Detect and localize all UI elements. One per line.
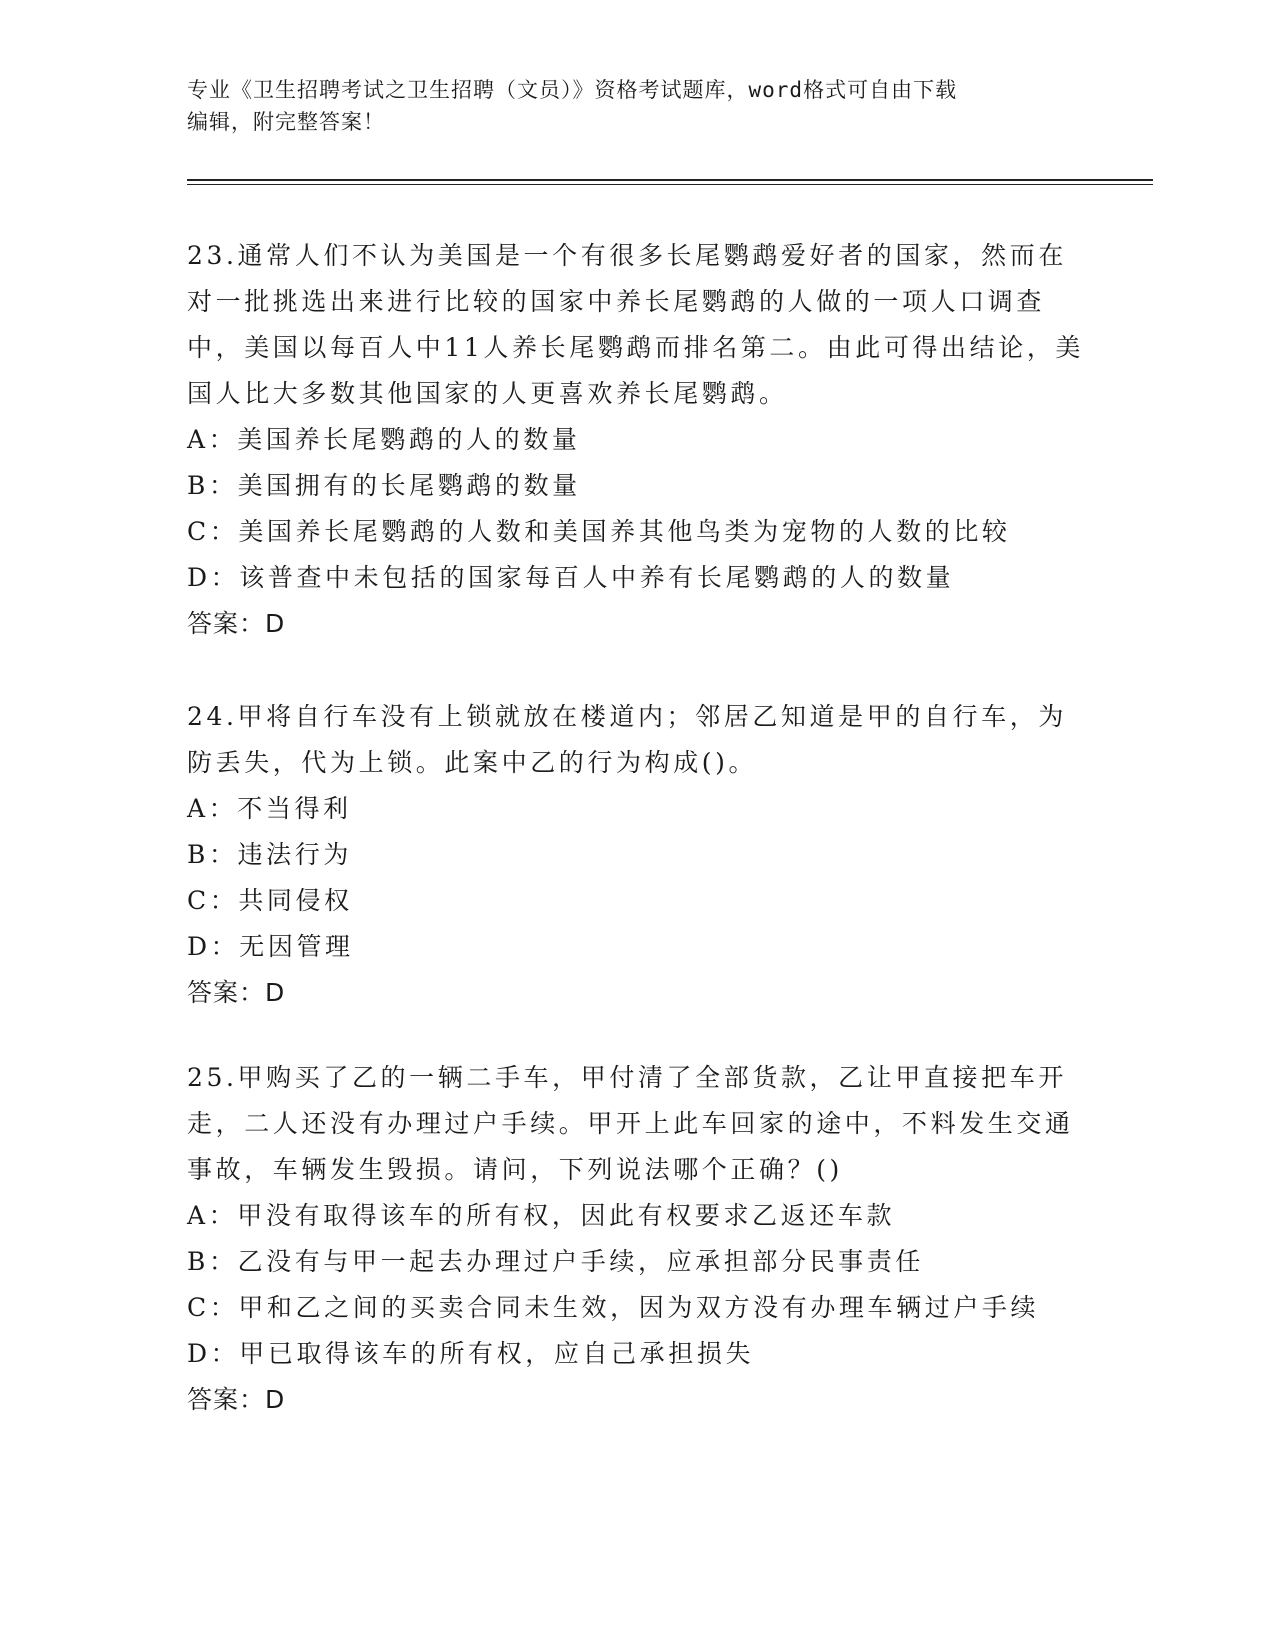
option-a: A：美国养长尾鹦鹉的人的数量: [187, 425, 581, 454]
header-intro-line-1: 专业《卫生招聘考试之卫生招聘（文员）》资格考试题库，word格式可自由下载: [187, 78, 958, 102]
header-divider-thin: [187, 184, 1153, 185]
option-d: D：无因管理: [187, 932, 354, 961]
option-a: A：不当得利: [187, 794, 352, 823]
option-d: D：甲已取得该车的所有权，应自己承担损失: [187, 1339, 755, 1368]
header-intro-line-2: 编辑，附完整答案！: [187, 110, 385, 134]
answer-line: 答案：D: [187, 1385, 286, 1414]
option-b: B：乙没有与甲一起去办理过户手续，应承担部分民事责任: [187, 1247, 924, 1276]
question-23: [187, 233, 1087, 647]
option-c: C：甲和乙之间的买卖合同未生效，因为双方没有办理车辆过户手续: [187, 1293, 1040, 1322]
option-d: D：该普查中未包括的国家每百人中养有长尾鹦鹉的人的数量: [187, 563, 955, 592]
answer-line: 答案：D: [187, 978, 286, 1007]
question-24: [187, 694, 1087, 1016]
question-25: [187, 1055, 1087, 1423]
option-c: C：美国养长尾鹦鹉的人数和美国养其他鸟类为宠物的人数的比较: [187, 517, 1011, 546]
option-b: B：美国拥有的长尾鹦鹉的数量: [187, 471, 581, 500]
option-c: C：共同侵权: [187, 886, 353, 915]
answer-line: 答案：D: [187, 609, 286, 638]
question-stem: 24.甲将自行车没有上锁就放在楼道内；邻居乙知道是甲的自行车，为防丢失，代为上锁。此案中乙的行为构成()。: [187, 702, 1067, 777]
question-stem: 25.甲购买了乙的一辆二手车，甲付清了全部货款，乙让甲直接把车开走，二人还没有办理过户手续。甲开上此车回家的途中，不料发生交通事故，车辆发生毁损。请问，下列说法哪个正确？(): [187, 1063, 1074, 1184]
header-divider-thick: [187, 179, 1153, 181]
document-header: [187, 74, 1087, 138]
option-a: A：甲没有取得该车的所有权，因此有权要求乙返还车款: [187, 1201, 896, 1230]
question-stem: 23.通常人们不认为美国是一个有很多长尾鹦鹉爱好者的国家，然而在对一批挑选出来进行比较的国家中养长尾鹦鹉的人做的一项人口调查中，美国以每百人中11人养长尾鹦鹉而排名第二。由此可得出结论，美国人比大多数其他国家的人更喜欢养长尾鹦鹉。: [187, 241, 1085, 408]
option-b: B：违法行为: [187, 840, 352, 869]
